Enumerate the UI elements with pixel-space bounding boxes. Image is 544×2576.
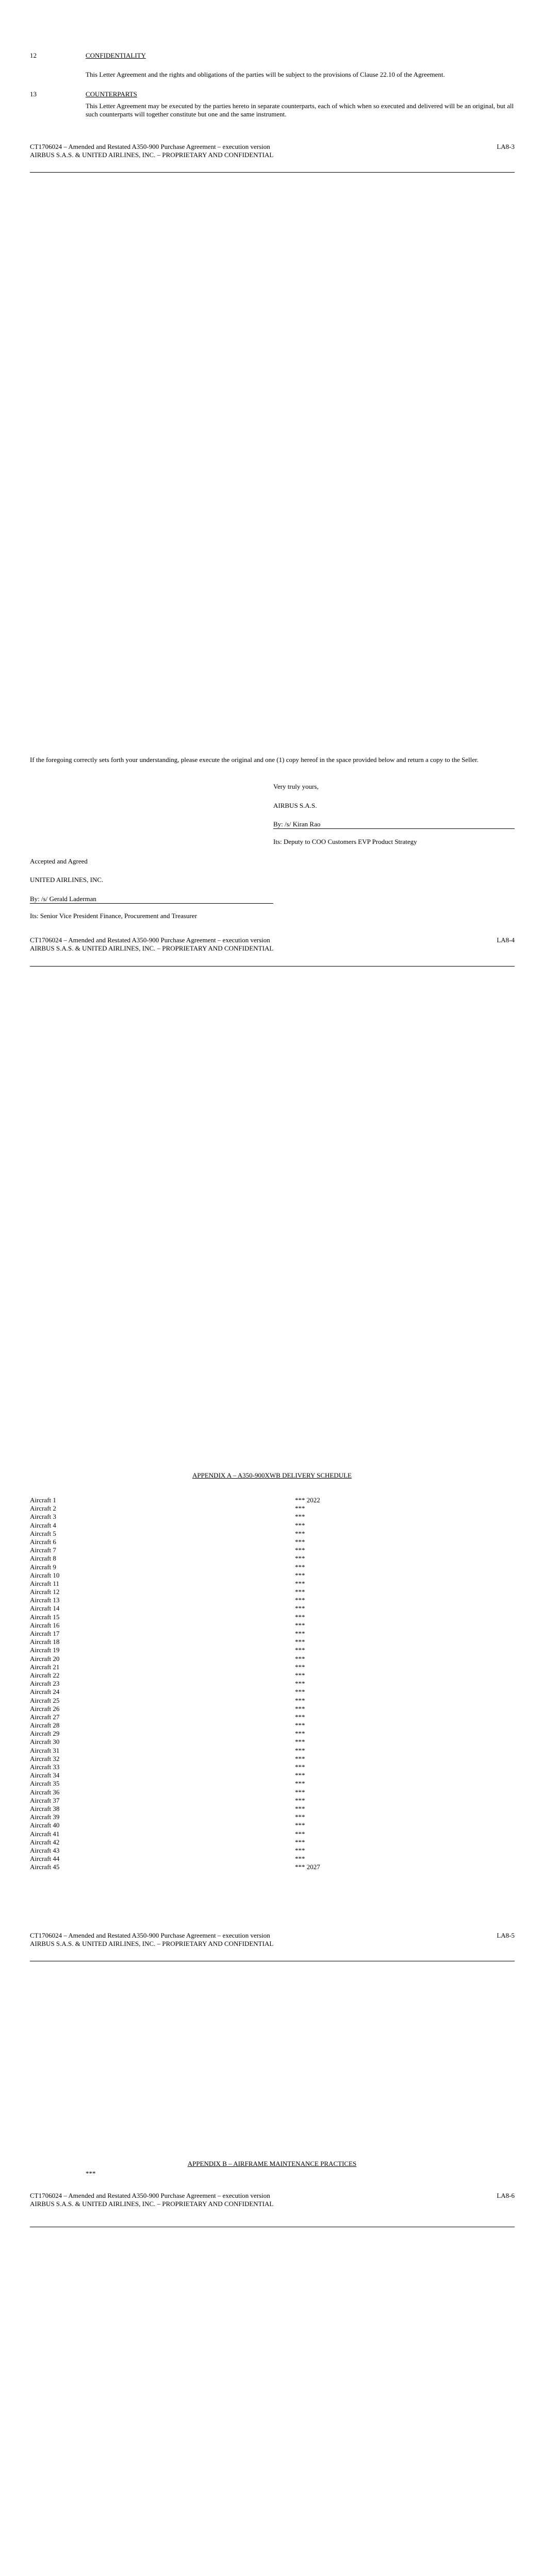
schedule-row: [30, 1671, 391, 1680]
schedule-row: [30, 1530, 391, 1538]
footer-line-2: AIRBUS S.A.S. & UNITED AIRLINES, INC. – PROPRIETARY AND CONFIDENTIAL: [30, 1940, 274, 1947]
delivery-date: ***: [295, 1688, 305, 1696]
schedule-row: [30, 1655, 391, 1663]
aircraft-label: Aircraft 11: [30, 1579, 59, 1587]
footer-line-1: CT1706024 – Amended and Restated A350-900 Purchase Agreement – execution version: [30, 2192, 270, 2199]
delivery-date: ***: [295, 1846, 305, 1854]
delivery-date: ***: [295, 1704, 305, 1713]
schedule-row: [30, 1830, 391, 1838]
delivery-date: *** 2022: [295, 1496, 320, 1504]
section-12-number: 12: [30, 52, 37, 59]
delivery-date: ***: [295, 1563, 305, 1571]
schedule-row: [30, 1838, 391, 1846]
very-truly-yours: Very truly yours,: [273, 783, 319, 790]
seller-name: AIRBUS S.A.S.: [273, 802, 317, 809]
delivery-date: ***: [295, 1796, 305, 1804]
schedule-row: [30, 1738, 391, 1746]
schedule-row: [30, 1546, 391, 1554]
section-13-heading: COUNTERPARTS: [86, 90, 137, 98]
aircraft-label: Aircraft 34: [30, 1771, 60, 1780]
footer-line-2: AIRBUS S.A.S. & UNITED AIRLINES, INC. – PROPRIETARY AND CONFIDENTIAL: [30, 151, 274, 159]
delivery-date: ***: [295, 1604, 305, 1613]
schedule-row: [30, 1805, 391, 1813]
footer-line-2: AIRBUS S.A.S. & UNITED AIRLINES, INC. – PROPRIETARY AND CONFIDENTIAL: [30, 944, 274, 952]
delivery-date: ***: [295, 1521, 305, 1529]
appendix-b-title: APPENDIX B – AIRFRAME MAINTENANCE PRACTICES: [187, 2160, 357, 2167]
footer-line-1: CT1706024 – Amended and Restated A350-900 Purchase Agreement – execution version: [30, 143, 270, 150]
delivery-date: ***: [295, 1738, 305, 1746]
schedule-row: [30, 1697, 391, 1705]
aircraft-label: Aircraft 25: [30, 1696, 60, 1704]
aircraft-label: Aircraft 5: [30, 1529, 56, 1537]
schedule-row: [30, 1646, 391, 1654]
delivery-date: ***: [295, 1829, 305, 1838]
section-13-body: This Letter Agreement may be executed by the parties hereto in separate counterparts, each of which when so executed and delivered will be an original, but all such counterparts will together constitute but one and the same instrument.: [86, 102, 514, 118]
aircraft-label: Aircraft 39: [30, 1813, 60, 1821]
delivery-date: ***: [295, 1537, 305, 1546]
delivery-date: ***: [295, 1513, 305, 1521]
delivery-date: ***: [295, 1763, 305, 1771]
delivery-date: ***: [295, 1713, 305, 1721]
schedule-row: [30, 1771, 391, 1780]
schedule-row: [30, 1755, 391, 1763]
aircraft-label: Aircraft 19: [30, 1646, 60, 1654]
delivery-date: ***: [295, 1579, 305, 1587]
delivery-date: ***: [295, 1529, 305, 1537]
aircraft-label: Aircraft 27: [30, 1713, 60, 1721]
section-12-body: This Letter Agreement and the rights and obligations of the parties will be subject to the provisions of Clause 22.10 of the Agreement.: [86, 71, 445, 78]
section-12-heading: CONFIDENTIALITY: [86, 52, 146, 59]
schedule-row: [30, 1821, 391, 1829]
section-13-number: 13: [30, 90, 37, 98]
aircraft-label: Aircraft 23: [30, 1680, 60, 1688]
aircraft-label: Aircraft 3: [30, 1513, 56, 1521]
delivery-date: ***: [295, 1554, 305, 1563]
aircraft-label: Aircraft 31: [30, 1746, 60, 1754]
aircraft-label: Aircraft 28: [30, 1721, 60, 1730]
buyer-title: Its: Senior Vice President Finance, Procurement and Treasurer: [30, 912, 197, 920]
schedule-row: [30, 1554, 391, 1563]
aircraft-label: Aircraft 8: [30, 1554, 56, 1563]
schedule-row: [30, 1705, 391, 1713]
schedule-row: [30, 1604, 391, 1613]
delivery-date: ***: [295, 1613, 305, 1621]
footer-line-1: CT1706024 – Amended and Restated A350-900 Purchase Agreement – execution version: [30, 936, 270, 944]
delivery-date: ***: [295, 1621, 305, 1629]
aircraft-label: Aircraft 35: [30, 1780, 60, 1788]
aircraft-label: Aircraft 17: [30, 1630, 60, 1637]
appendix-a-title: APPENDIX A – A350-900XWB DELIVERY SCHEDULE: [192, 1471, 352, 1479]
buyer-signature-line: By: /s/ Gerald Laderman: [30, 895, 273, 904]
delivery-schedule: [30, 1496, 391, 1871]
schedule-row: [30, 1663, 391, 1671]
aircraft-label: Aircraft 16: [30, 1621, 60, 1629]
schedule-row: [30, 1563, 391, 1571]
schedule-row: [30, 1721, 391, 1730]
aircraft-label: Aircraft 20: [30, 1654, 60, 1663]
aircraft-label: Aircraft 32: [30, 1754, 60, 1762]
delivery-date: ***: [295, 1855, 305, 1863]
schedule-row: [30, 1788, 391, 1797]
delivery-date: ***: [295, 1754, 305, 1762]
aircraft-label: Aircraft 10: [30, 1571, 60, 1579]
delivery-date: ***: [295, 1671, 305, 1679]
footer-line-2: AIRBUS S.A.S. & UNITED AIRLINES, INC. – PROPRIETARY AND CONFIDENTIAL: [30, 2200, 274, 2208]
aircraft-label: Aircraft 24: [30, 1688, 60, 1696]
closing-paragraph: If the foregoing correctly sets forth your understanding, please execute the original and one (1) copy hereof in the space provided below and return a copy to the Seller.: [30, 756, 479, 764]
delivery-date: ***: [295, 1663, 305, 1671]
appendix-b-body: ***: [86, 2170, 96, 2177]
schedule-row: [30, 1813, 391, 1821]
delivery-date: ***: [295, 1746, 305, 1754]
aircraft-label: Aircraft 18: [30, 1638, 60, 1646]
accepted-and-agreed: Accepted and Agreed: [30, 857, 88, 865]
aircraft-label: Aircraft 33: [30, 1763, 60, 1771]
aircraft-label: Aircraft 9: [30, 1563, 56, 1571]
schedule-row: [30, 1580, 391, 1588]
schedule-row: [30, 1797, 391, 1805]
delivery-date: ***: [295, 1780, 305, 1788]
schedule-row: [30, 1747, 391, 1755]
delivery-date: ***: [295, 1838, 305, 1846]
schedule-row: [30, 1588, 391, 1596]
footer-rule: [30, 966, 515, 967]
seller-signature-line: By: /s/ Kiran Rao: [273, 820, 515, 829]
delivery-date: ***: [295, 1696, 305, 1704]
delivery-date: ***: [295, 1654, 305, 1663]
delivery-date: ***: [295, 1813, 305, 1821]
aircraft-label: Aircraft 6: [30, 1537, 56, 1546]
schedule-row: [30, 1630, 391, 1638]
aircraft-label: Aircraft 44: [30, 1855, 60, 1863]
schedule-row: [30, 1538, 391, 1546]
aircraft-label: Aircraft 21: [30, 1663, 60, 1671]
aircraft-label: Aircraft 36: [30, 1788, 60, 1796]
schedule-row: [30, 1763, 391, 1771]
delivery-date: ***: [295, 1804, 305, 1812]
footer-rule: [30, 172, 515, 173]
footer-page-number: LA8-4: [497, 936, 515, 944]
schedule-row: [30, 1513, 391, 1521]
aircraft-label: Aircraft 12: [30, 1588, 60, 1596]
delivery-date: ***: [295, 1504, 305, 1513]
schedule-row: [30, 1596, 391, 1604]
schedule-row: [30, 1713, 391, 1721]
delivery-date: ***: [295, 1571, 305, 1579]
delivery-date: ***: [295, 1680, 305, 1688]
aircraft-label: Aircraft 2: [30, 1504, 56, 1513]
aircraft-label: Aircraft 13: [30, 1596, 60, 1604]
schedule-row: [30, 1688, 391, 1696]
footer-page-number: LA8-3: [497, 143, 515, 150]
schedule-row: [30, 1846, 391, 1855]
aircraft-label: Aircraft 26: [30, 1704, 60, 1713]
aircraft-label: Aircraft 30: [30, 1738, 60, 1746]
delivery-date: ***: [295, 1730, 305, 1738]
aircraft-label: Aircraft 22: [30, 1671, 60, 1679]
aircraft-label: Aircraft 7: [30, 1546, 56, 1554]
delivery-date: ***: [295, 1821, 305, 1829]
delivery-date: ***: [295, 1596, 305, 1604]
schedule-row: [30, 1638, 391, 1646]
schedule-row: [30, 1621, 391, 1630]
schedule-row: [30, 1730, 391, 1738]
schedule-row: [30, 1680, 391, 1688]
aircraft-label: Aircraft 14: [30, 1604, 60, 1613]
footer-page-number: LA8-6: [497, 2192, 515, 2199]
delivery-date: ***: [295, 1771, 305, 1780]
aircraft-label: Aircraft 43: [30, 1846, 60, 1854]
aircraft-label: Aircraft 29: [30, 1730, 60, 1738]
aircraft-label: Aircraft 42: [30, 1838, 60, 1846]
aircraft-label: Aircraft 37: [30, 1796, 60, 1804]
delivery-date: ***: [295, 1630, 305, 1637]
schedule-row: [30, 1521, 391, 1530]
delivery-date: *** 2027: [295, 1863, 320, 1871]
delivery-date: ***: [295, 1721, 305, 1730]
footer-line-1: CT1706024 – Amended and Restated A350-900 Purchase Agreement – execution version: [30, 1931, 270, 1939]
delivery-date: ***: [295, 1588, 305, 1596]
footer-page-number: LA8-5: [497, 1931, 515, 1939]
delivery-date: ***: [295, 1546, 305, 1554]
schedule-row: [30, 1571, 391, 1580]
aircraft-label: Aircraft 15: [30, 1613, 60, 1621]
delivery-date: ***: [295, 1646, 305, 1654]
schedule-row: [30, 1780, 391, 1788]
seller-title: Its: Deputy to COO Customers EVP Product Strategy: [273, 838, 417, 845]
aircraft-label: Aircraft 45: [30, 1863, 60, 1871]
aircraft-label: Aircraft 40: [30, 1821, 60, 1829]
aircraft-label: Aircraft 38: [30, 1804, 60, 1812]
schedule-row: [30, 1863, 391, 1871]
aircraft-label: Aircraft 41: [30, 1829, 60, 1838]
schedule-row: [30, 1496, 391, 1504]
aircraft-label: Aircraft 1: [30, 1496, 56, 1504]
delivery-date: ***: [295, 1788, 305, 1796]
schedule-row: [30, 1855, 391, 1863]
schedule-row: [30, 1613, 391, 1621]
aircraft-label: Aircraft 4: [30, 1521, 56, 1529]
delivery-date: ***: [295, 1638, 305, 1646]
buyer-name: UNITED AIRLINES, INC.: [30, 876, 104, 884]
schedule-row: [30, 1504, 391, 1513]
